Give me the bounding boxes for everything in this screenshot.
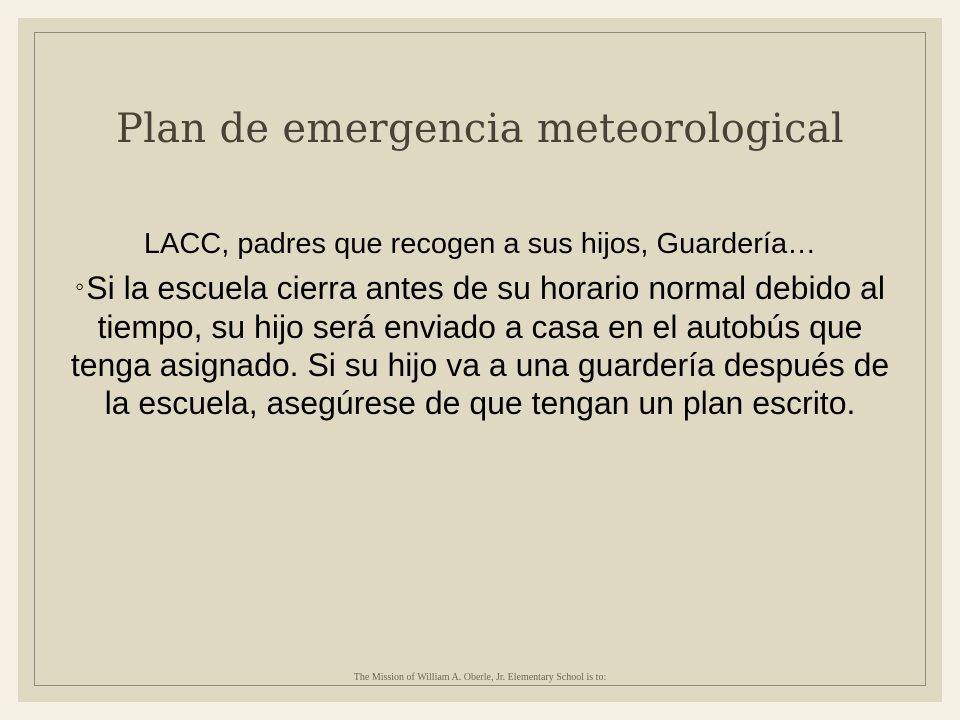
bullet-item [70,269,890,423]
slide-footer: The Mission of William A. Oberle, Jr. Elementary School is to: [353,672,607,683]
lead-text: LACC, padres que recogen a sus hijos, Guardería… [143,228,817,260]
slide-title: Plan de emergencia meteorological [115,106,845,152]
bullet-text: Si la escuela cierra antes de su horario normal debido al tiempo, su hijo será enviado a casa en el autobús que tenga asignado. Si su hijo va a una guardería después de la escuela, asegúrese de que tengan un plan escrito. [70,270,890,422]
slide-body [70,226,890,423]
bullet-icon: ◦ [75,271,85,302]
